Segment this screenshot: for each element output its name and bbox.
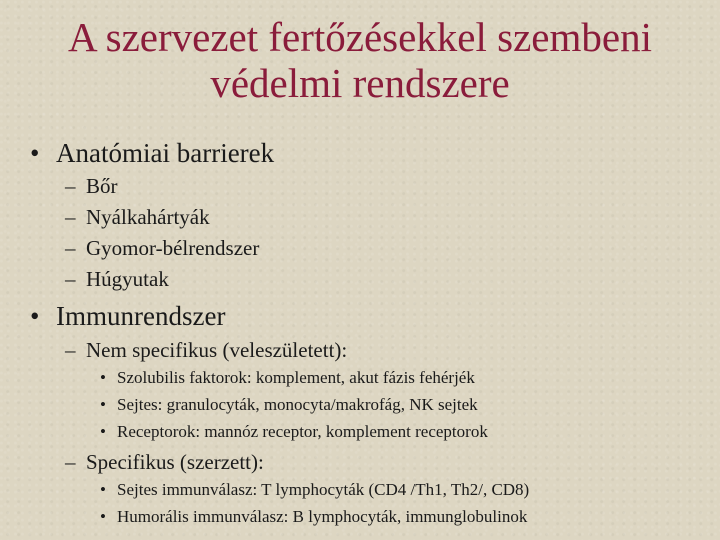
slide-title (20, 14, 700, 106)
bullet-label: Immunrendszer (56, 301, 226, 331)
bullet-marker: • (30, 138, 40, 168)
dash-marker: – (65, 174, 76, 198)
sub-item-label: Nem specifikus (veleszületett): (86, 338, 348, 362)
dash-marker: – (65, 205, 76, 229)
dash-marker: – (65, 338, 76, 362)
bullet-marker: • (100, 480, 106, 499)
bullet-marker: • (100, 507, 106, 526)
sub-item-label: Specifikus (szerzett): (86, 450, 264, 474)
sub-item-label: Nyálkahártyák (86, 205, 210, 229)
bullet-marker: • (100, 395, 106, 414)
detail-item-label: Sejtes immunválasz: T lymphocyták (CD4 /Th1, Th2/, CD8) (117, 480, 530, 499)
bullet-marker: • (100, 368, 106, 387)
bullet-marker: • (100, 422, 106, 441)
slide-title-line-1: A szervezet fertőzésekkel szembeni (68, 14, 652, 60)
slide-title-line-2: védelmi rendszere (210, 60, 510, 106)
detail-item-label: Szolubilis faktorok: komplement, akut fázis fehérjék (117, 368, 475, 387)
dash-marker: – (65, 267, 76, 291)
detail-item-label: Receptorok: mannóz receptor, komplement receptorok (117, 422, 488, 441)
sub-item-label: Húgyutak (86, 267, 169, 291)
dash-marker: – (65, 236, 76, 260)
sub-item-label: Gyomor-bélrendszer (86, 236, 260, 260)
bullet-label: Anatómiai barrierek (56, 138, 275, 168)
detail-item-label: Sejtes: granulocyták, monocyta/makrofág, NK sejtek (117, 395, 478, 414)
detail-item-label: Humorális immunválasz: B lymphocyták, immunglobulinok (117, 507, 528, 526)
sub-item-label: Bőr (86, 174, 118, 198)
dash-marker: – (65, 450, 76, 474)
bullet-marker: • (30, 301, 40, 331)
